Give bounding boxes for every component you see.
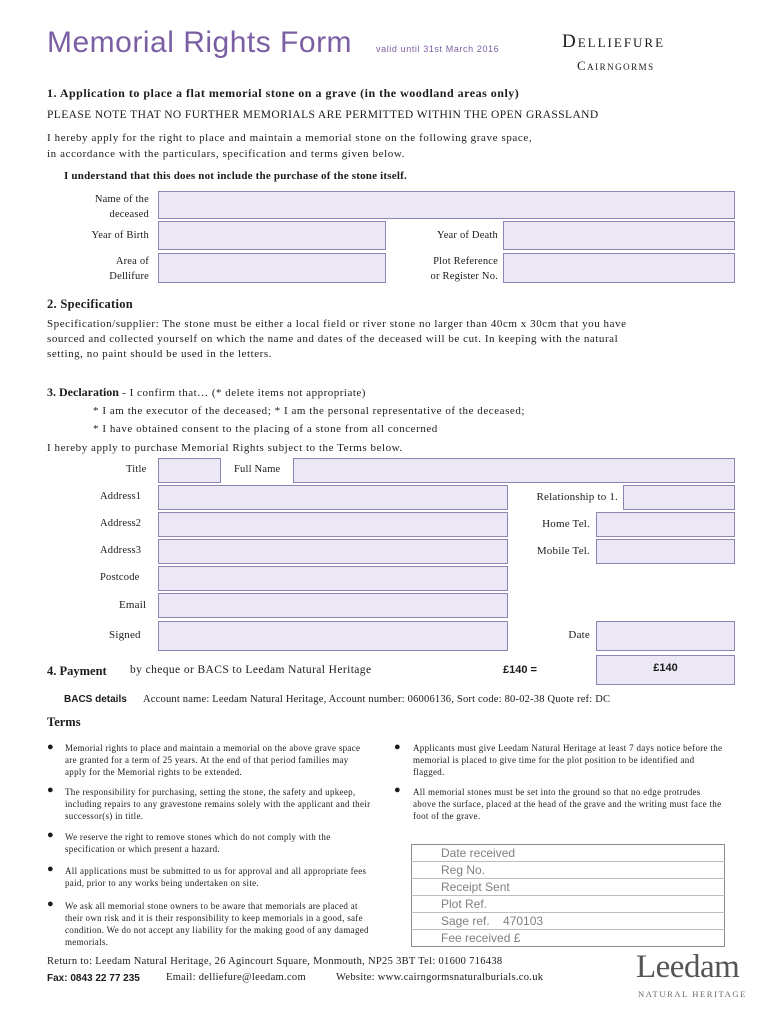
specification-line-1: Specification/supplier: The stone must be either a local field or river stone no larger than 40cm x 30cm that you have [47, 318, 627, 330]
brand-name: Delliefure [562, 31, 666, 52]
signature-field[interactable] [158, 621, 508, 651]
leedam-logo-subtitle: NATURAL HERITAGE [638, 989, 747, 999]
term-left-5: We ask all memorial stone owners to be aware that memorials are placed at their own risk and it is their responsibility to keep memorials in a good, safe condition. We do not accept any liability for the making good of any damaged memorials. [65, 901, 369, 947]
name-deceased-label-line2: deceased [109, 209, 149, 220]
apply-statement: I hereby apply to purchase Memorial Rights subject to the Terms below. [47, 442, 403, 454]
year-death-label: Year of Death [436, 230, 498, 241]
area-label [109, 254, 149, 284]
plot-reference-field[interactable] [503, 253, 735, 283]
specification-line-3: setting, no paint should be used in the letters. [47, 348, 272, 360]
office-reg-no: Reg No. [412, 862, 725, 879]
mobile-tel-field[interactable] [596, 539, 735, 564]
email-label: Email [119, 599, 147, 611]
mobile-tel-label: Mobile Tel. [536, 545, 590, 557]
grassland-notice: PLEASE NOTE THAT NO FURTHER MEMORIALS ARE PERMITTED WITHIN THE OPEN GRASSLAND [47, 109, 599, 121]
plot-reference-label-line2: or Register No. [430, 271, 498, 282]
address3-field[interactable] [158, 539, 508, 564]
relationship-field[interactable] [623, 485, 735, 510]
intro-line-2: in accordance with the particulars, specification and terms given below. [47, 148, 406, 160]
section2-heading: 2. Specification [47, 297, 134, 311]
full-name-field[interactable] [293, 458, 735, 483]
bullet-icon: ● [47, 898, 54, 910]
term-left-4: All applications must be submitted to us for approval and all appropriate fees paid, prior to any works being undertaken on site. [65, 866, 367, 888]
valid-until-note: valid until 31st March 2016 [376, 44, 500, 54]
postcode-label: Postcode [100, 572, 140, 583]
term-right-2: All memorial stones must be set into the ground so that no edge protrudes above the surface, placed at the head of the grave and the writing must face the foot of the grave. [413, 787, 722, 821]
form-title: Memorial Rights Form [47, 26, 353, 59]
specification-line-2: sourced and collected yourself on which the name and dates of the deceased will be cut. In keeping with the natural [47, 333, 619, 345]
year-death-field[interactable] [503, 221, 735, 250]
bullet-icon: ● [47, 741, 54, 753]
section3-heading-note: - I confirm that… (* delete items not appropriate) [118, 387, 366, 399]
intro-line-1: I hereby apply for the right to place and maintain a memorial stone on the following grave space, [47, 132, 533, 144]
address2-field[interactable] [158, 512, 508, 537]
declaration-item-1: * I am the executor of the deceased; * I am the personal representative of the deceased; [93, 405, 525, 417]
name-deceased-field[interactable] [158, 191, 735, 219]
office-date-received: Date received [412, 845, 725, 862]
footer-email: Email: delliefure@leedam.com [166, 972, 306, 983]
date-label: Date [568, 629, 590, 641]
name-deceased-label-line1: Name of the [94, 194, 149, 205]
full-name-label: Full Name [234, 464, 281, 475]
bullet-icon: ● [394, 741, 401, 753]
declaration-item-2: * I have obtained consent to the placing of a stone from all concerned [93, 423, 438, 435]
bullet-icon: ● [394, 784, 401, 796]
term-left-2: The responsibility for purchasing, setting the stone, the safety and upkeep, including repairs to any gravestone remains solely with the applicant and their successor(s) in title. [65, 787, 371, 821]
fax-number: Fax: 0843 22 77 235 [47, 973, 140, 984]
title-field[interactable] [158, 458, 221, 483]
payment-amount-field[interactable] [596, 655, 735, 685]
title-label: Title [126, 464, 147, 475]
address1-field[interactable] [158, 485, 508, 510]
date-field[interactable] [596, 621, 735, 651]
bullet-icon: ● [47, 784, 54, 796]
payment-amount-label: £140 = [503, 664, 537, 676]
email-field[interactable] [158, 593, 508, 618]
office-use-table [411, 844, 725, 947]
address3-label: Address3 [100, 545, 142, 556]
plot-reference-label-line1: Plot Reference [433, 256, 498, 267]
area-label-line1: Area of [115, 256, 149, 267]
year-birth-field[interactable] [158, 221, 386, 250]
year-birth-label: Year of Birth [91, 230, 149, 241]
signed-label: Signed [109, 629, 141, 641]
office-receipt-sent: Receipt Sent [412, 879, 725, 896]
leedam-logo: Leedam [636, 949, 740, 985]
bacs-details: Account name: Leedam Natural Heritage, Account number: 06006136, Sort code: 80-02-38 Quote ref: DC [143, 694, 611, 705]
office-plot-ref: Plot Ref. [412, 896, 725, 913]
brand-subtitle: Cairngorms [577, 58, 655, 73]
terms-heading: Terms [47, 715, 81, 729]
payment-method-text: by cheque or BACS to Leedam Natural Heritage [130, 664, 372, 676]
office-sage-ref: Sage ref. 470103 [412, 913, 725, 930]
term-left-3: We reserve the right to remove stones which do not comply with the specification or which present a hazard. [65, 832, 331, 854]
return-address: Return to: Leedam Natural Heritage, 26 Agincourt Square, Monmouth, NP25 3BT Tel: 01600 716438 [47, 956, 503, 967]
relationship-label: Relationship to 1. [536, 491, 618, 503]
office-fee-received: Fee received £ [441, 931, 521, 945]
bullet-icon: ● [47, 829, 54, 841]
term-right-1: Applicants must give Leedam Natural Heritage at least 7 days notice before the memorial is placed to give time for the plot position to be identified and flagged. [413, 743, 723, 777]
plot-reference-label [431, 254, 498, 284]
footer-website: Website: www.cairngormsnaturalburials.co.uk [336, 972, 544, 983]
section3-heading-title: 3. Declaration [47, 385, 119, 399]
bullet-icon: ● [47, 863, 54, 875]
name-deceased-label [95, 192, 149, 222]
section3-heading [47, 385, 366, 400]
area-field[interactable] [158, 253, 386, 283]
understand-note: I understand that this does not include the purchase of the stone itself. [64, 170, 407, 182]
bacs-label: BACS details [64, 694, 127, 705]
postcode-field[interactable] [158, 566, 508, 591]
home-tel-field[interactable] [596, 512, 735, 537]
term-left-1: Memorial rights to place and maintain a memorial on the above grave space are granted for a term of 25 years. At the end of that period families may apply for the Memorial rights to be extended. [65, 743, 361, 777]
section1-heading: 1. Application to place a flat memorial stone on a grave (in the woodland areas only) [47, 86, 520, 100]
address1-label: Address1 [100, 491, 142, 502]
area-label-line2: Dellifure [109, 271, 149, 282]
payment-amount-value: £140 [653, 662, 678, 674]
section4-heading: 4. Payment [47, 664, 107, 678]
home-tel-label: Home Tel. [542, 518, 590, 530]
address2-label: Address2 [100, 518, 142, 529]
